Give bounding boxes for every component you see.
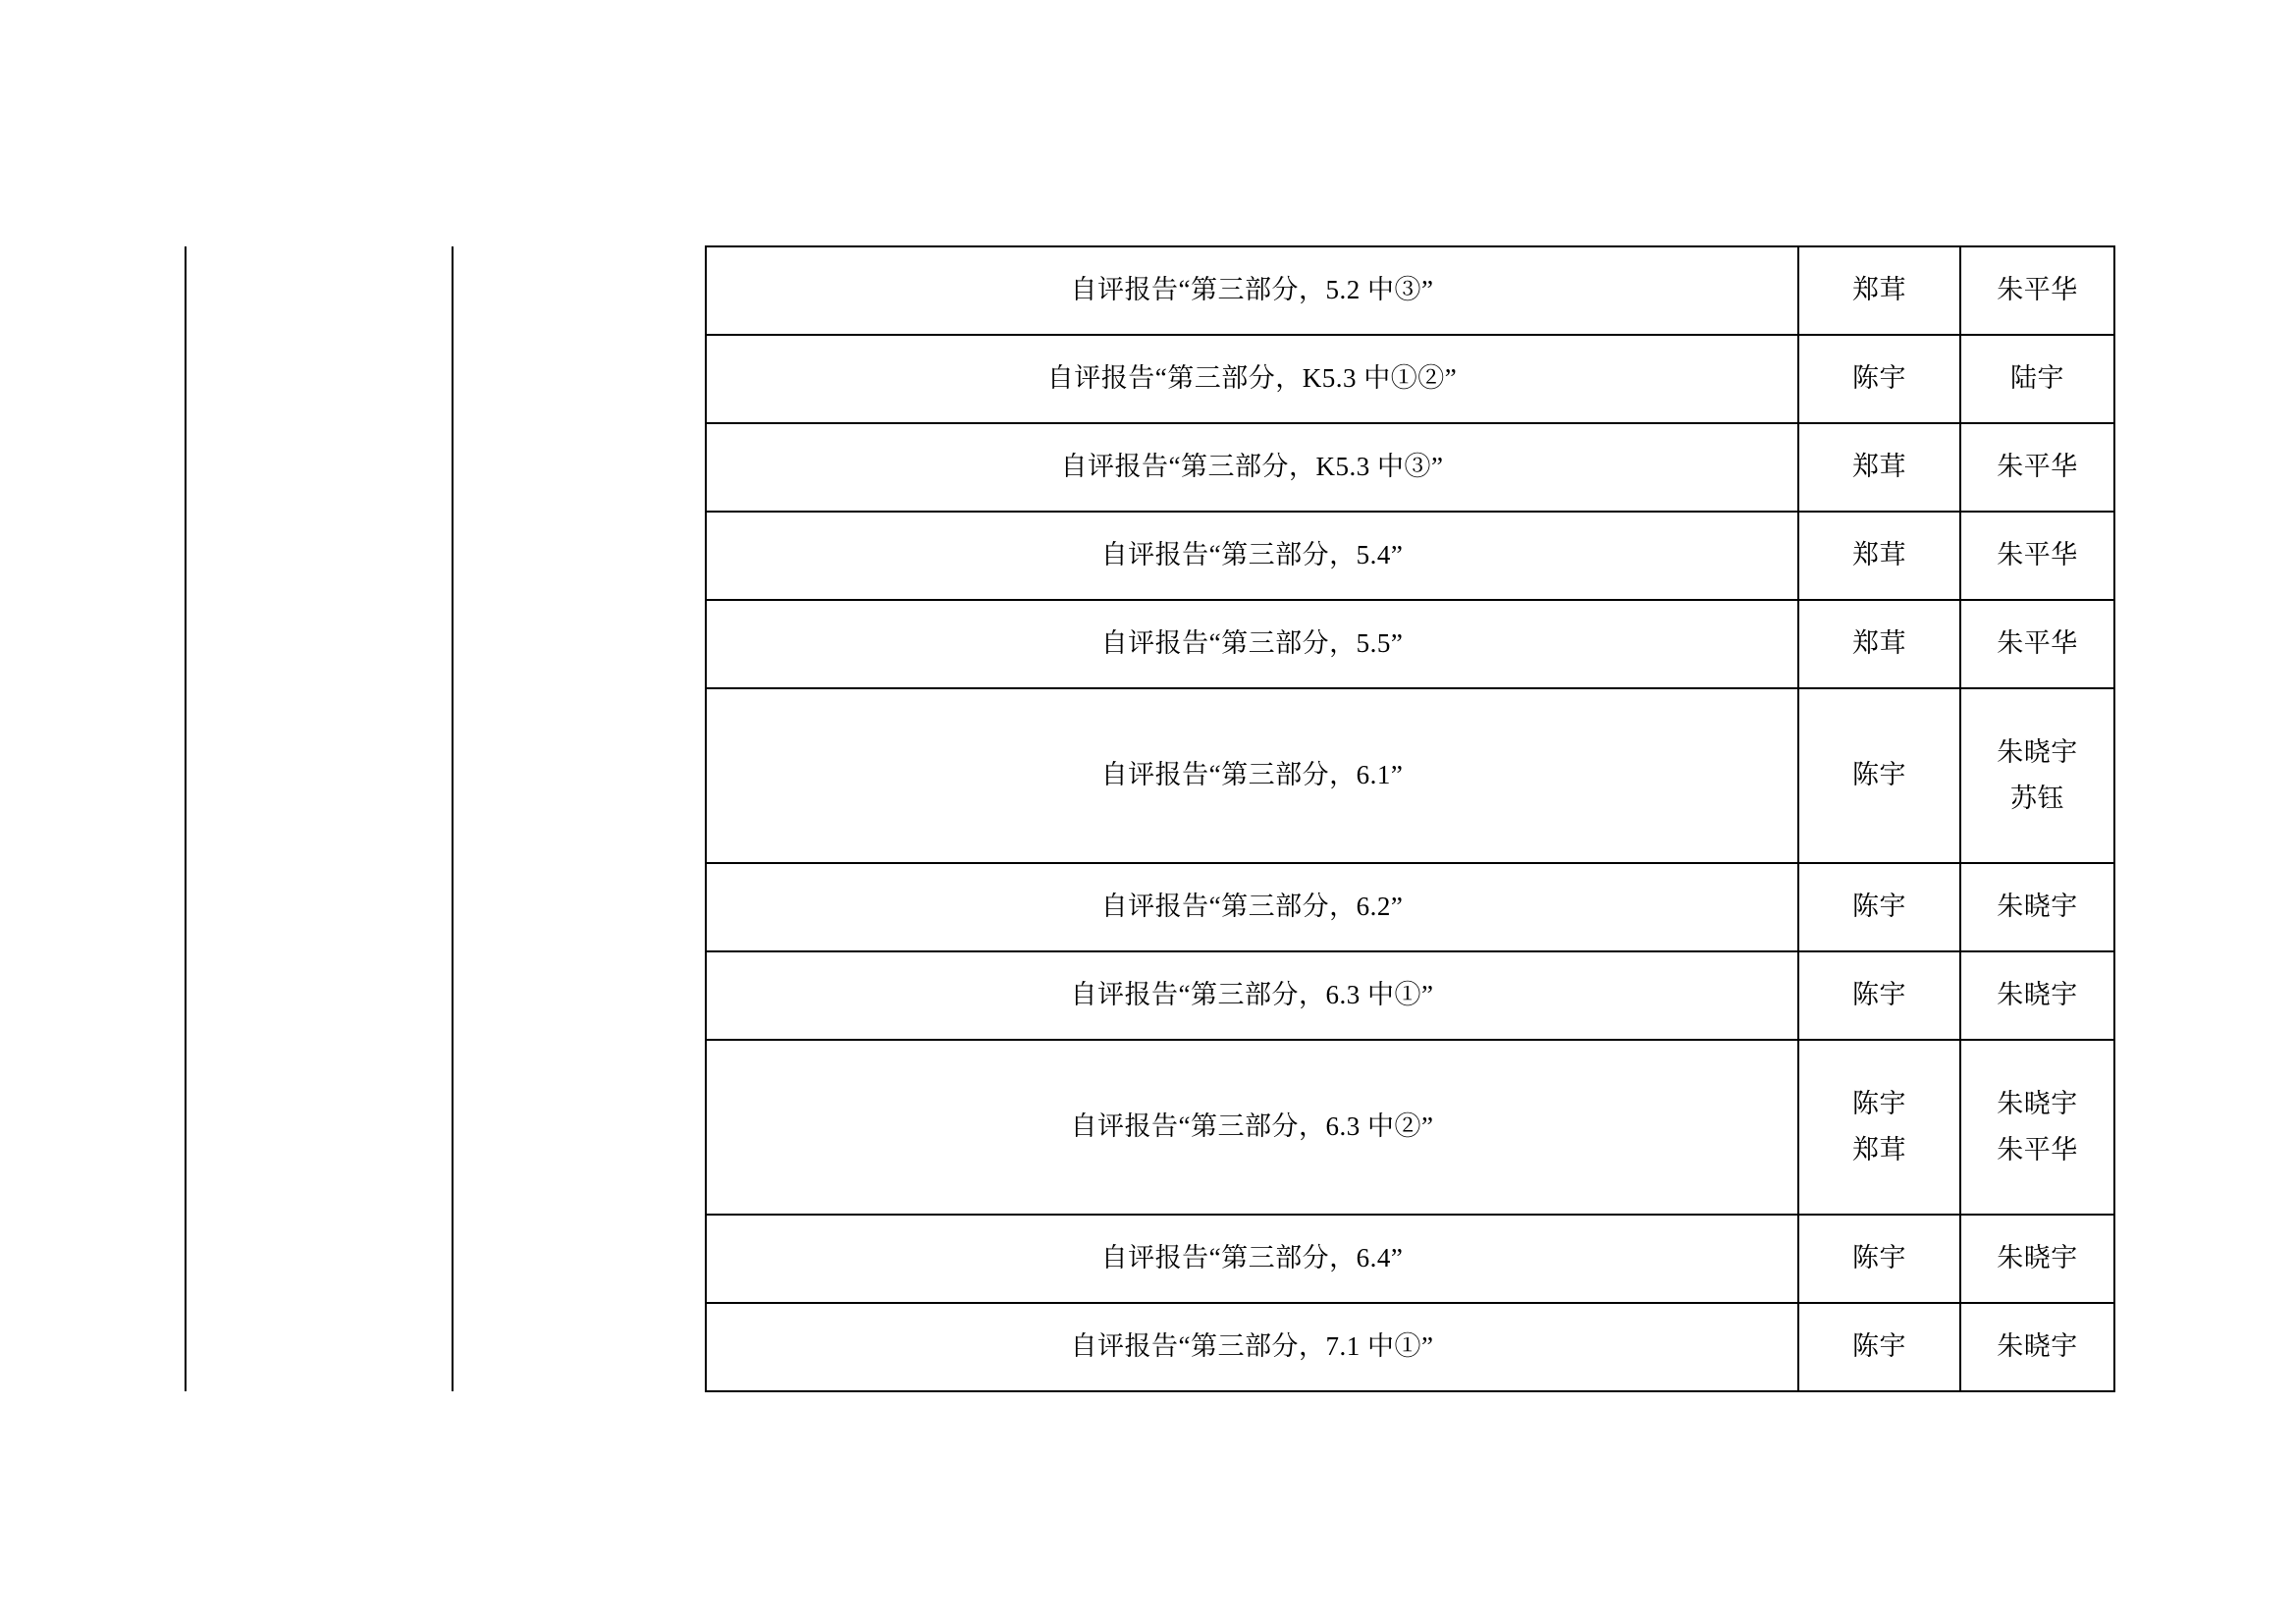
writer-cell [1798, 863, 1960, 951]
writer-names [1799, 532, 1959, 578]
writer-names [1799, 1324, 1959, 1370]
material-name-cell [706, 688, 1798, 863]
reviewer-cell [1960, 423, 2114, 512]
row-group-cell-a [186, 335, 453, 423]
reviewer-name: 朱平华 [1997, 275, 2078, 305]
reviewer-cell [1960, 335, 2114, 423]
writer-cell [1798, 1040, 1960, 1215]
table-row [186, 1215, 2114, 1303]
reviewer-cell [1960, 1303, 2114, 1391]
reviewer-cell [1960, 951, 2114, 1040]
writer-names [1799, 884, 1959, 930]
row-group-cell-a [186, 1040, 453, 1215]
row-group-cell-b [453, 423, 706, 512]
writer-name: 郑茸 [1852, 275, 1906, 305]
material-name-cell [706, 951, 1798, 1040]
material-name-text: 自评报告“第三部分，5.5” [1100, 628, 1404, 659]
reviewer-cell [1960, 512, 2114, 600]
reviewer-names [1961, 1324, 2113, 1370]
writer-cell [1798, 1303, 1960, 1391]
reviewer-names [1961, 532, 2113, 578]
material-name-cell [706, 1215, 1798, 1303]
writer-name: 郑茸 [1852, 540, 1906, 570]
table-row [186, 423, 2114, 512]
row-group-cell-b [453, 1303, 706, 1391]
table-row [186, 688, 2114, 863]
writer-name: 陈宇 [1852, 363, 1906, 394]
material-name-text: 自评报告“第三部分，K5.3 中③” [1060, 452, 1444, 482]
row-group-cell-b [453, 1040, 706, 1215]
writer-names [1799, 355, 1959, 402]
writer-name: 陈宇 [1852, 1088, 1906, 1118]
material-name-cell [706, 335, 1798, 423]
reviewer-cell [1960, 688, 2114, 863]
reviewer-name: 朱晓宇 [1997, 1088, 2078, 1118]
row-group-cell-a [186, 1215, 453, 1303]
writer-name: 郑茸 [1852, 452, 1906, 482]
row-group-cell-a [186, 688, 453, 863]
reviewer-name: 朱平华 [1997, 540, 2078, 570]
reviewer-names [1961, 621, 2113, 667]
reviewer-cell [1960, 1215, 2114, 1303]
reviewer-name: 陆宇 [2010, 363, 2064, 394]
writer-name: 陈宇 [1852, 760, 1906, 790]
writer-names [1799, 1235, 1959, 1281]
reviewer-cell [1960, 600, 2114, 688]
material-name-text: 自评报告“第三部分，6.1” [1100, 760, 1404, 790]
row-group-cell-b [453, 951, 706, 1040]
reviewer-name: 朱平华 [1997, 1135, 2078, 1164]
reviewer-cell [1960, 1040, 2114, 1215]
table-row [186, 600, 2114, 688]
writer-names [1799, 752, 1959, 798]
reviewer-names [1961, 884, 2113, 930]
row-group-cell-b [453, 335, 706, 423]
writer-names [1799, 1081, 1959, 1174]
table-row [186, 1303, 2114, 1391]
table-row [186, 335, 2114, 423]
table-row [186, 1040, 2114, 1215]
material-name-cell [706, 423, 1798, 512]
row-group-cell-a [186, 1303, 453, 1391]
row-group-cell-b [453, 863, 706, 951]
row-group-cell-a [186, 600, 453, 688]
table-row [186, 246, 2114, 335]
row-group-cell-a [186, 951, 453, 1040]
reviewer-names [1961, 730, 2113, 823]
reviewer-names [1961, 267, 2113, 313]
writer-cell [1798, 1215, 1960, 1303]
reviewer-names [1961, 1235, 2113, 1281]
row-group-cell-b [453, 600, 706, 688]
reviewer-name: 朱晓宇 [1997, 736, 2078, 767]
table-row [186, 951, 2114, 1040]
writer-name: 陈宇 [1852, 1331, 1906, 1362]
writer-names [1799, 267, 1959, 313]
reviewer-cell [1960, 246, 2114, 335]
writer-name: 陈宇 [1852, 892, 1906, 922]
writer-cell [1798, 335, 1960, 423]
reviewer-name: 朱平华 [1997, 628, 2078, 659]
reviewer-names [1961, 1081, 2113, 1174]
reviewer-names [1961, 444, 2113, 490]
writer-names [1799, 972, 1959, 1018]
reviewer-name: 朱晓宇 [1997, 980, 2078, 1010]
row-group-cell-a [186, 246, 453, 335]
material-name-cell [706, 600, 1798, 688]
material-name-text: 自评报告“第三部分，6.4” [1100, 1243, 1404, 1273]
reviewer-name: 朱晓宇 [1997, 1331, 2078, 1362]
reviewer-names [1961, 355, 2113, 402]
writer-cell [1798, 246, 1960, 335]
table-body [186, 246, 2114, 1391]
writer-cell [1798, 512, 1960, 600]
row-group-cell-b [453, 688, 706, 863]
material-name-cell [706, 1303, 1798, 1391]
row-group-cell-a [186, 512, 453, 600]
material-name-cell [706, 512, 1798, 600]
table-row [186, 512, 2114, 600]
material-name-text: 自评报告“第三部分，6.2” [1100, 892, 1404, 922]
material-name-cell [706, 1040, 1798, 1215]
material-name-text: 自评报告“第三部分，6.3 中②” [1070, 1111, 1434, 1142]
material-name-text: 自评报告“第三部分，6.3 中①” [1070, 980, 1434, 1010]
material-name-cell [706, 863, 1798, 951]
writer-cell [1798, 688, 1960, 863]
writer-name: 陈宇 [1852, 980, 1906, 1010]
writer-cell [1798, 423, 1960, 512]
row-group-cell-b [453, 1215, 706, 1303]
writer-name: 郑茸 [1852, 1135, 1906, 1164]
writer-name: 陈宇 [1852, 1243, 1906, 1273]
writer-cell [1798, 951, 1960, 1040]
reviewer-name: 朱晓宇 [1997, 892, 2078, 922]
assignment-table [185, 245, 2115, 1392]
writer-cell [1798, 600, 1960, 688]
material-name-text: 自评报告“第三部分，5.4” [1100, 540, 1404, 570]
reviewer-names [1961, 972, 2113, 1018]
material-name-text: 自评报告“第三部分，K5.3 中①②” [1046, 363, 1458, 394]
reviewer-cell [1960, 863, 2114, 951]
material-name-text: 自评报告“第三部分，5.2 中③” [1070, 275, 1434, 305]
row-group-cell-a [186, 863, 453, 951]
writer-names [1799, 444, 1959, 490]
row-group-cell-b [453, 246, 706, 335]
reviewer-name: 苏钰 [2010, 784, 2064, 813]
material-name-text: 自评报告“第三部分，7.1 中①” [1070, 1331, 1434, 1362]
reviewer-name: 朱平华 [1997, 452, 2078, 482]
row-group-cell-a [186, 423, 453, 512]
row-group-cell-b [453, 512, 706, 600]
reviewer-name: 朱晓宇 [1997, 1243, 2078, 1273]
writer-name: 郑茸 [1852, 628, 1906, 659]
writer-names [1799, 621, 1959, 667]
material-name-cell [706, 246, 1798, 335]
table-row [186, 863, 2114, 951]
